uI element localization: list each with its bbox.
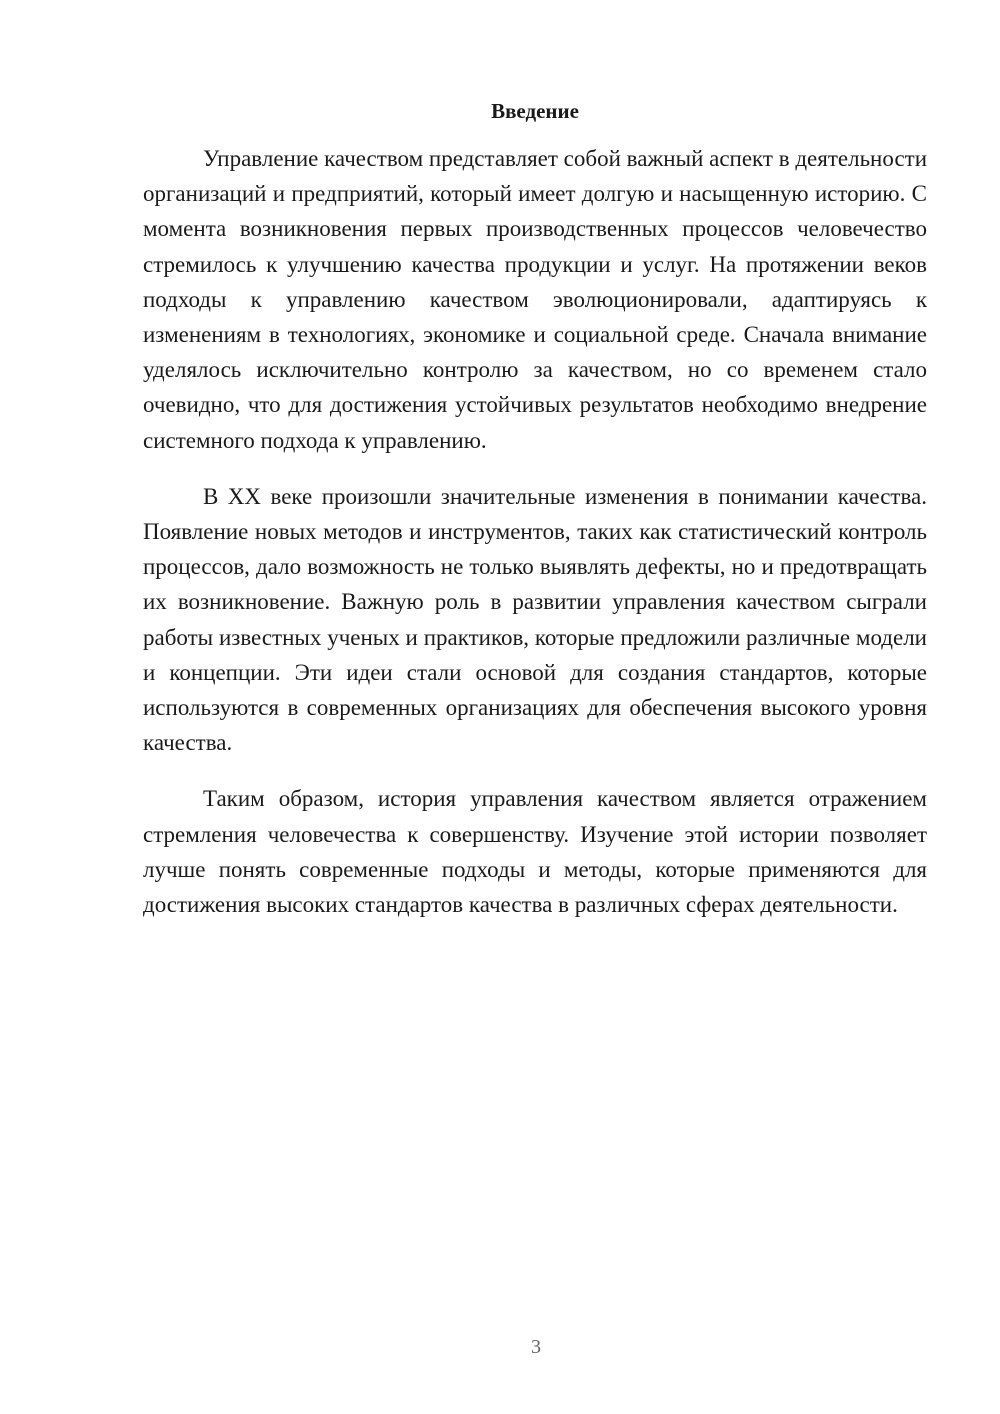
page-number: 3 (531, 1336, 541, 1358)
paragraph-1: Управление качеством представляет собой важный аспект в деятельности организаций и предприятий, который имеет долгую и насыщенную историю. С момента возникновения первых производственных процессов человечество стремилось к улучшению качества продукции и услуг. На протяжении веков подходы к управлению качеством эволюционировали, адаптируясь к изменениям в технологиях, экономике и социальной среде. Сначала внимание уделялось исключительно контролю за качеством, но со временем стало очевидно, что для достижения устойчивых результатов необходимо внедрение системного подхода к управлению. (143, 146, 928, 453)
paragraph-3: Таким образом, история управления качеством является отражением стремления человечества к совершенству. Изучение этой истории позволяет лучше понять современные подходы и методы, которые применяются для достижения высоких стандартов качества в различных сферах деятельности. (143, 786, 927, 918)
section-heading: Введение (491, 99, 579, 123)
body-text (143, 141, 927, 943)
paragraph-2: В XX веке произошли значительные изменения в понимании качества. Появление новых методов и инструментов, таких как статистический контроль процессов, дало возможность не только выявлять дефекты, но и предотвращать их возникновение. Важную роль в развитии управления качеством сыграли работы известных ученых и практиков, которые предложили различные модели и концепции. Эти идеи стали основой для создания стандартов, которые используются в современных организациях для обеспечения высокого уровня качества. (143, 483, 927, 756)
